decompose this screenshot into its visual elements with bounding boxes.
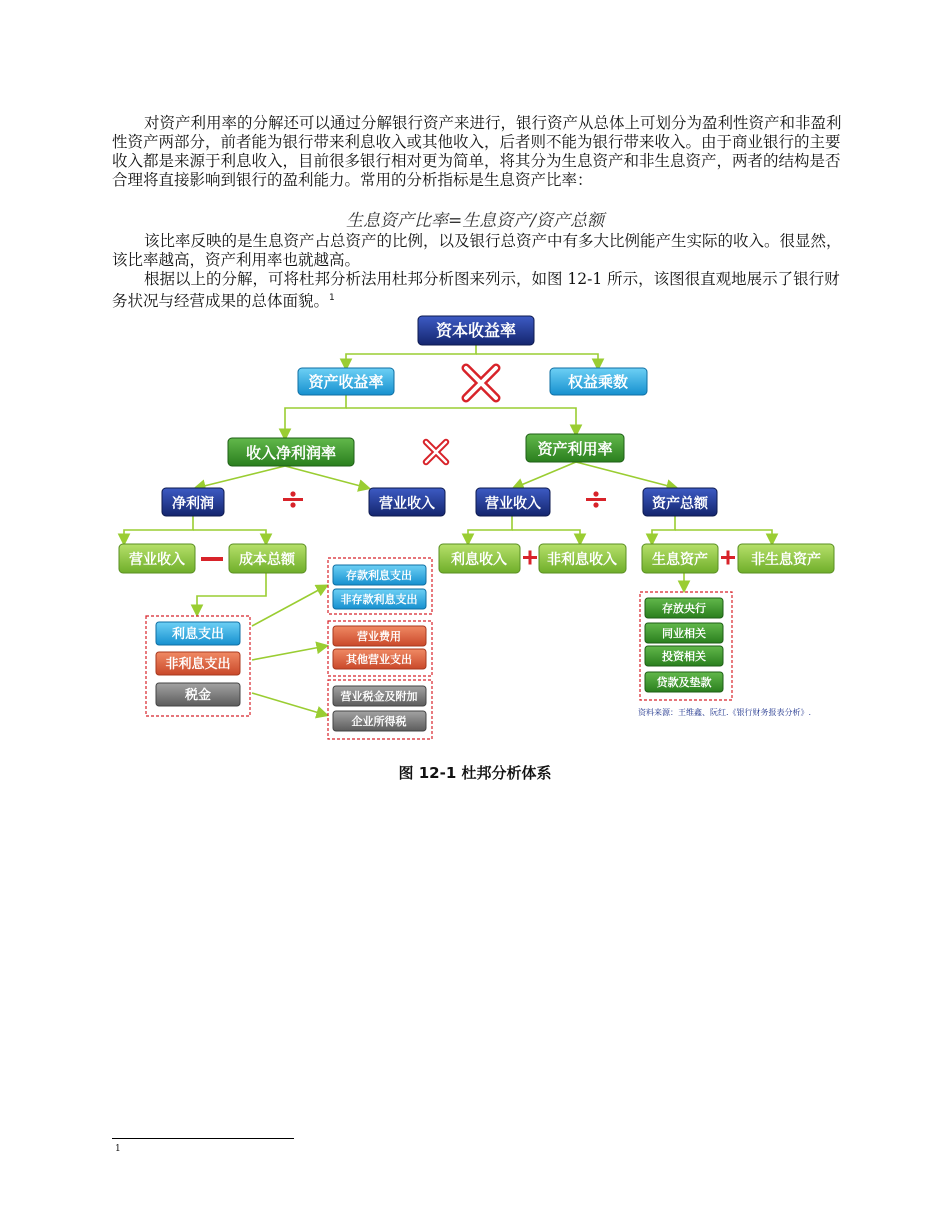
svg-text:营业收入: 营业收入 xyxy=(379,496,435,512)
svg-text:非生息资产: 非生息资产 xyxy=(751,552,821,568)
svg-text:营业费用: 营业费用 xyxy=(357,630,401,643)
node-non-interest-expense xyxy=(156,652,240,675)
node-interest-income xyxy=(439,544,520,573)
svg-text:存放央行: 存放央行 xyxy=(662,602,706,615)
svg-text:同业相关: 同业相关 xyxy=(662,627,706,640)
formula: 生息资产比率=生息资产/资产总额 xyxy=(346,211,604,231)
node-interest-earning-assets xyxy=(642,544,718,573)
svg-text:利息收入: 利息收入 xyxy=(451,552,507,568)
svg-text:存款利息支出: 存款利息支出 xyxy=(346,569,412,582)
plus-icon-2 xyxy=(721,551,735,565)
node-income-tax xyxy=(333,711,426,731)
svg-text:生息资产: 生息资产 xyxy=(652,552,708,568)
footnote-number: 1 xyxy=(115,1144,121,1154)
svg-text:企业所得税: 企业所得税 xyxy=(351,715,407,728)
node-other-operating-expense xyxy=(333,649,426,669)
divide-icon-2 xyxy=(586,491,606,507)
node-net-profit xyxy=(162,488,224,516)
svg-text:收入净利润率: 收入净利润率 xyxy=(245,444,337,462)
node-central-bank-deposits xyxy=(645,598,723,618)
node-operating-revenue-2 xyxy=(476,488,550,516)
svg-text:营业收入: 营业收入 xyxy=(129,552,185,568)
node-non-interest-income xyxy=(539,544,626,573)
node-roe xyxy=(418,316,534,345)
svg-text:税金: 税金 xyxy=(184,688,212,703)
node-asset-utilization xyxy=(526,434,624,462)
svg-text:非存款利息支出: 非存款利息支出 xyxy=(340,593,418,606)
plus-icon-1 xyxy=(523,551,537,565)
dupont-diagram xyxy=(0,310,950,750)
node-operating-revenue-3 xyxy=(119,544,195,573)
paragraph-2: 该比率反映的是生息资产占总资产的比例，以及银行总资产中有多大比例能产生实际的收入。很显然，该比率越高，资产利用率也就越高。 xyxy=(112,232,842,269)
svg-text:资产利用率: 资产利用率 xyxy=(537,440,613,458)
svg-text:成本总额: 成本总额 xyxy=(239,552,295,568)
source-note: 资料来源：王维鑫、阮红.《银行财务报表分析》. xyxy=(638,708,812,717)
node-operating-expense xyxy=(333,626,426,646)
svg-text:资本收益率: 资本收益率 xyxy=(435,321,517,340)
node-interbank xyxy=(645,623,723,643)
node-taxes xyxy=(156,683,240,706)
svg-text:投资相关: 投资相关 xyxy=(662,650,706,663)
node-interest-expense xyxy=(156,622,240,645)
svg-text:利息支出: 利息支出 xyxy=(171,627,225,642)
svg-text:其他营业支出: 其他营业支出 xyxy=(346,653,412,666)
svg-text:资产总额: 资产总额 xyxy=(652,496,708,512)
svg-text:净利润: 净利润 xyxy=(172,496,214,512)
svg-text:非利息支出: 非利息支出 xyxy=(165,657,231,672)
minus-icon xyxy=(201,557,223,561)
divide-icon-1 xyxy=(283,491,303,507)
node-operating-revenue-1 xyxy=(369,488,445,516)
footnote-rule xyxy=(112,1138,294,1139)
svg-text:资产收益率: 资产收益率 xyxy=(308,373,384,391)
node-business-tax xyxy=(333,686,426,706)
svg-text:贷款及垫款: 贷款及垫款 xyxy=(656,676,712,689)
figure-caption: 图 12-1 杜邦分析体系 xyxy=(398,764,552,782)
multiply-icon-2 xyxy=(426,442,446,462)
paragraph-3: 根据以上的分解，可将杜邦分析法用杜邦分析图来列示，如图 12-1 所示，该图很直观地展示了银行财务状况与经营成果的总体面貌。$^1$ xyxy=(112,270,840,311)
multiply-icon-1 xyxy=(466,368,496,398)
footnote-ref: 1 xyxy=(329,293,335,303)
node-equity-multiplier xyxy=(550,368,647,395)
paragraph-1: 对资产利用率的分解还可以通过分解银行资产来进行，银行资产从总体上可划分为盈利性资产和非盈利性资产两部分，前者能为银行带来利息收入或其他收入，后者则不能为银行带来收入。由于商业银行的主要收入都是来源于利息收入，目前很多银行相对更为简单，将其分为生息资产和非生息资产，两者的结构是否合理将直接影响到银行的盈利能力。常用的分析指标是生息资产比率： xyxy=(112,114,842,189)
svg-text:权益乘数: 权益乘数 xyxy=(567,373,629,391)
node-investments xyxy=(645,646,723,666)
node-loans-advances xyxy=(645,672,723,692)
svg-text:非利息收入: 非利息收入 xyxy=(547,552,617,568)
node-total-costs xyxy=(229,544,306,573)
node-deposit-interest xyxy=(333,565,426,585)
node-roa xyxy=(298,368,394,395)
node-net-profit-margin xyxy=(228,438,354,466)
node-non-interest-earning-assets xyxy=(738,544,834,573)
node-non-deposit-interest xyxy=(333,589,426,609)
svg-text:营业收入: 营业收入 xyxy=(485,496,541,512)
svg-text:营业税金及附加: 营业税金及附加 xyxy=(340,690,418,703)
node-total-assets xyxy=(643,488,717,516)
